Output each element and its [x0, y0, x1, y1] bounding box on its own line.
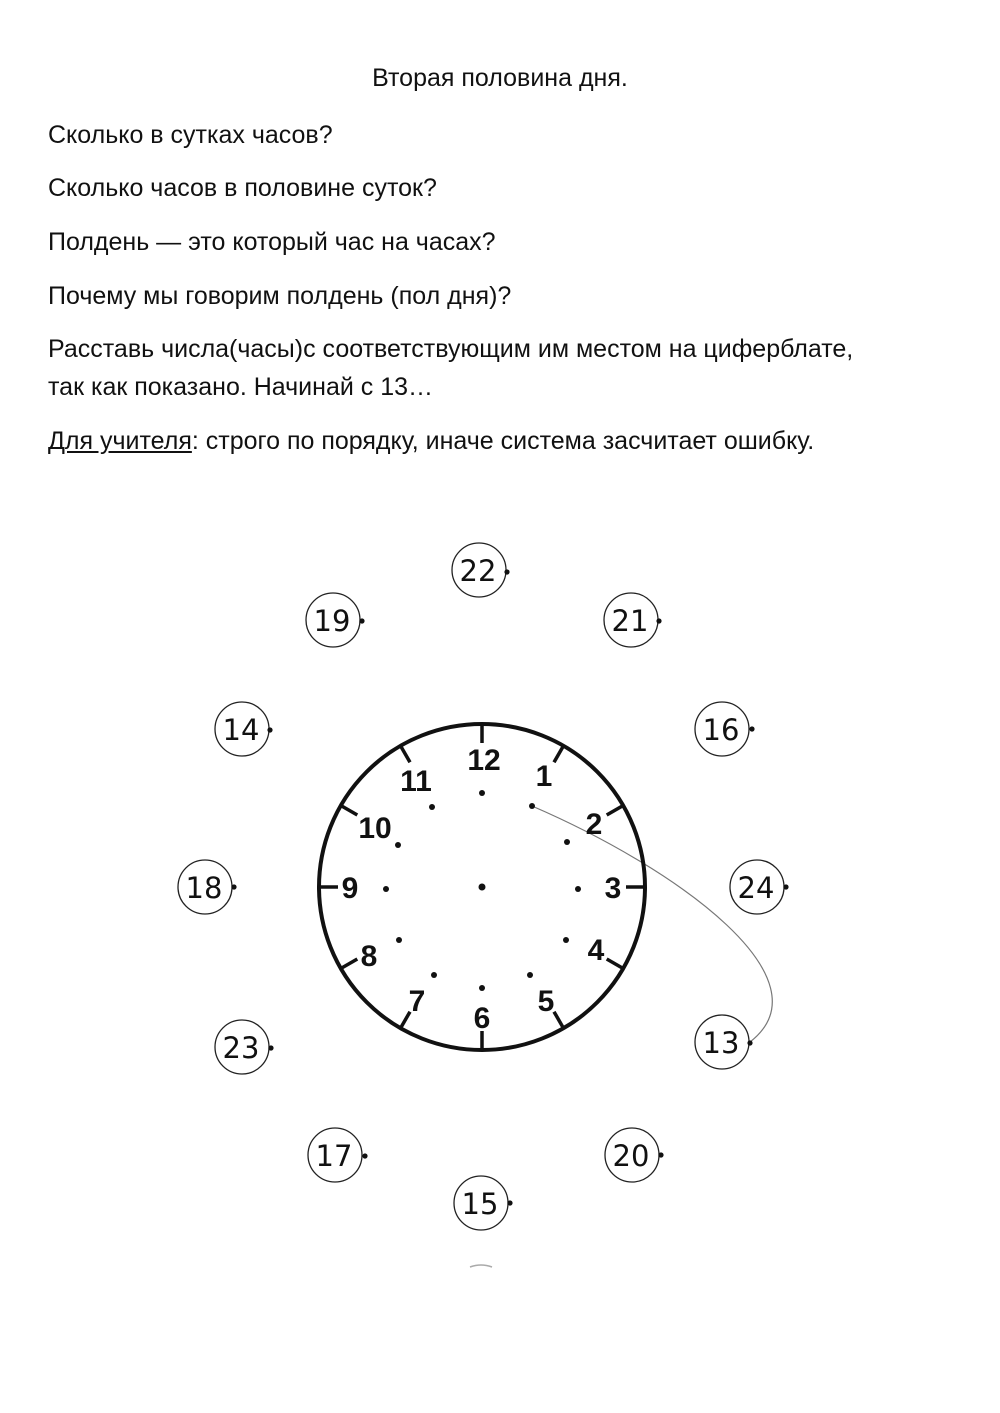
clock-number-9: 9: [341, 872, 359, 905]
question-why-noon: Почему мы говорим полдень (пол дня)?: [48, 282, 512, 310]
dot-10: [395, 842, 401, 848]
hour-circle-18-label: 18: [185, 871, 223, 905]
hour-circle-17-label: 17: [315, 1139, 353, 1173]
dot-5: [527, 972, 533, 978]
question-noon: Полдень — это который час на часах?: [48, 228, 496, 256]
hour-circle-18[interactable]: [178, 860, 237, 914]
clock-number-4: 4: [587, 934, 605, 967]
tick-5: [554, 1012, 564, 1028]
hour-circle-17-dot: [362, 1153, 367, 1158]
tick-2: [607, 806, 624, 816]
dot-1: [529, 803, 535, 809]
clock-number-6: 6: [473, 1002, 491, 1035]
hour-circle-13-dot: [747, 1040, 752, 1045]
hour-circle-16[interactable]: [695, 702, 755, 756]
clock-number-12: 12: [467, 744, 501, 777]
stray-mark: [470, 1265, 492, 1267]
dot-3: [575, 886, 581, 892]
hour-circle-19-dot: [359, 618, 364, 623]
dot-11: [429, 804, 435, 810]
task-instruction-line-2: так как показано. Начинай с 13…: [48, 373, 434, 401]
dot-2: [564, 839, 570, 845]
hour-circle-23-dot: [268, 1045, 273, 1050]
hour-circle-22-dot: [504, 569, 509, 574]
dot-12: [479, 790, 485, 796]
hour-circle-21-dot: [656, 618, 661, 623]
hour-circle-16-label: 16: [702, 713, 740, 747]
hour-circle-20-label: 20: [612, 1139, 650, 1173]
hour-circle-13-label: 13: [702, 1026, 740, 1060]
hour-circle-23-label: 23: [222, 1031, 260, 1065]
dot-6: [479, 985, 485, 991]
dot-9: [383, 886, 389, 892]
teacher-note-text: : строго по порядку, иначе система засчитает ошибку.: [191, 427, 815, 455]
clock-number-11: 11: [400, 765, 432, 798]
hour-circle-17[interactable]: [308, 1128, 368, 1182]
hour-circle-22[interactable]: [452, 543, 510, 597]
clock-number-10: 10: [358, 812, 392, 845]
clock-number-1: 1: [535, 760, 553, 793]
hour-circle-24[interactable]: [730, 860, 789, 914]
hour-dots: [383, 790, 581, 991]
teacher-note-label: Для учителя: [48, 427, 192, 455]
hour-circle-14-label: 14: [222, 713, 260, 747]
hour-circle-21-label: 21: [611, 604, 649, 638]
hour-circle-22-label: 22: [459, 554, 497, 588]
hour-circle-13[interactable]: [695, 1015, 753, 1069]
hour-circle-24-label: 24: [737, 871, 775, 905]
hour-circle-16-dot: [749, 726, 754, 731]
hour-circle-14[interactable]: [215, 702, 273, 756]
clock-number-5: 5: [537, 985, 555, 1018]
hour-circle-19-label: 19: [313, 604, 351, 638]
clock-number-2: 2: [585, 808, 603, 841]
hour-circle-14-dot: [267, 727, 272, 732]
tick-4: [607, 959, 624, 969]
clock-number-7: 7: [408, 985, 426, 1018]
hour-circle-24-dot: [783, 884, 788, 889]
clock-number-3: 3: [604, 872, 622, 905]
page-title: Вторая половина дня.: [372, 64, 628, 92]
tick-8: [341, 959, 358, 969]
clock-number-8: 8: [360, 940, 378, 973]
question-hours-in-day: Сколько в сутках часов?: [48, 121, 333, 149]
hour-circle-15-dot: [507, 1200, 512, 1205]
hour-circle-23[interactable]: [215, 1020, 274, 1074]
dot-7: [431, 972, 437, 978]
hour-circle-21[interactable]: [604, 593, 662, 647]
hour-circle-18-dot: [231, 884, 236, 889]
question-hours-half-day: Сколько часов в половине суток?: [48, 174, 437, 202]
hour-circle-20[interactable]: [605, 1128, 664, 1182]
center-dot: [479, 884, 486, 891]
hour-circle-19[interactable]: [306, 593, 365, 647]
task-instruction-line-1: Расставь числа(часы)с соответствующим им местом на циферблате,: [48, 335, 854, 363]
dot-4: [563, 937, 569, 943]
hour-circle-20-dot: [658, 1152, 663, 1157]
tick-10: [341, 806, 358, 816]
tick-11: [401, 746, 411, 763]
clock-face: [319, 724, 645, 1050]
hour-circle-15[interactable]: [454, 1176, 513, 1230]
hour-circle-15-label: 15: [461, 1187, 499, 1221]
tick-1: [554, 746, 564, 763]
dot-8: [396, 937, 402, 943]
